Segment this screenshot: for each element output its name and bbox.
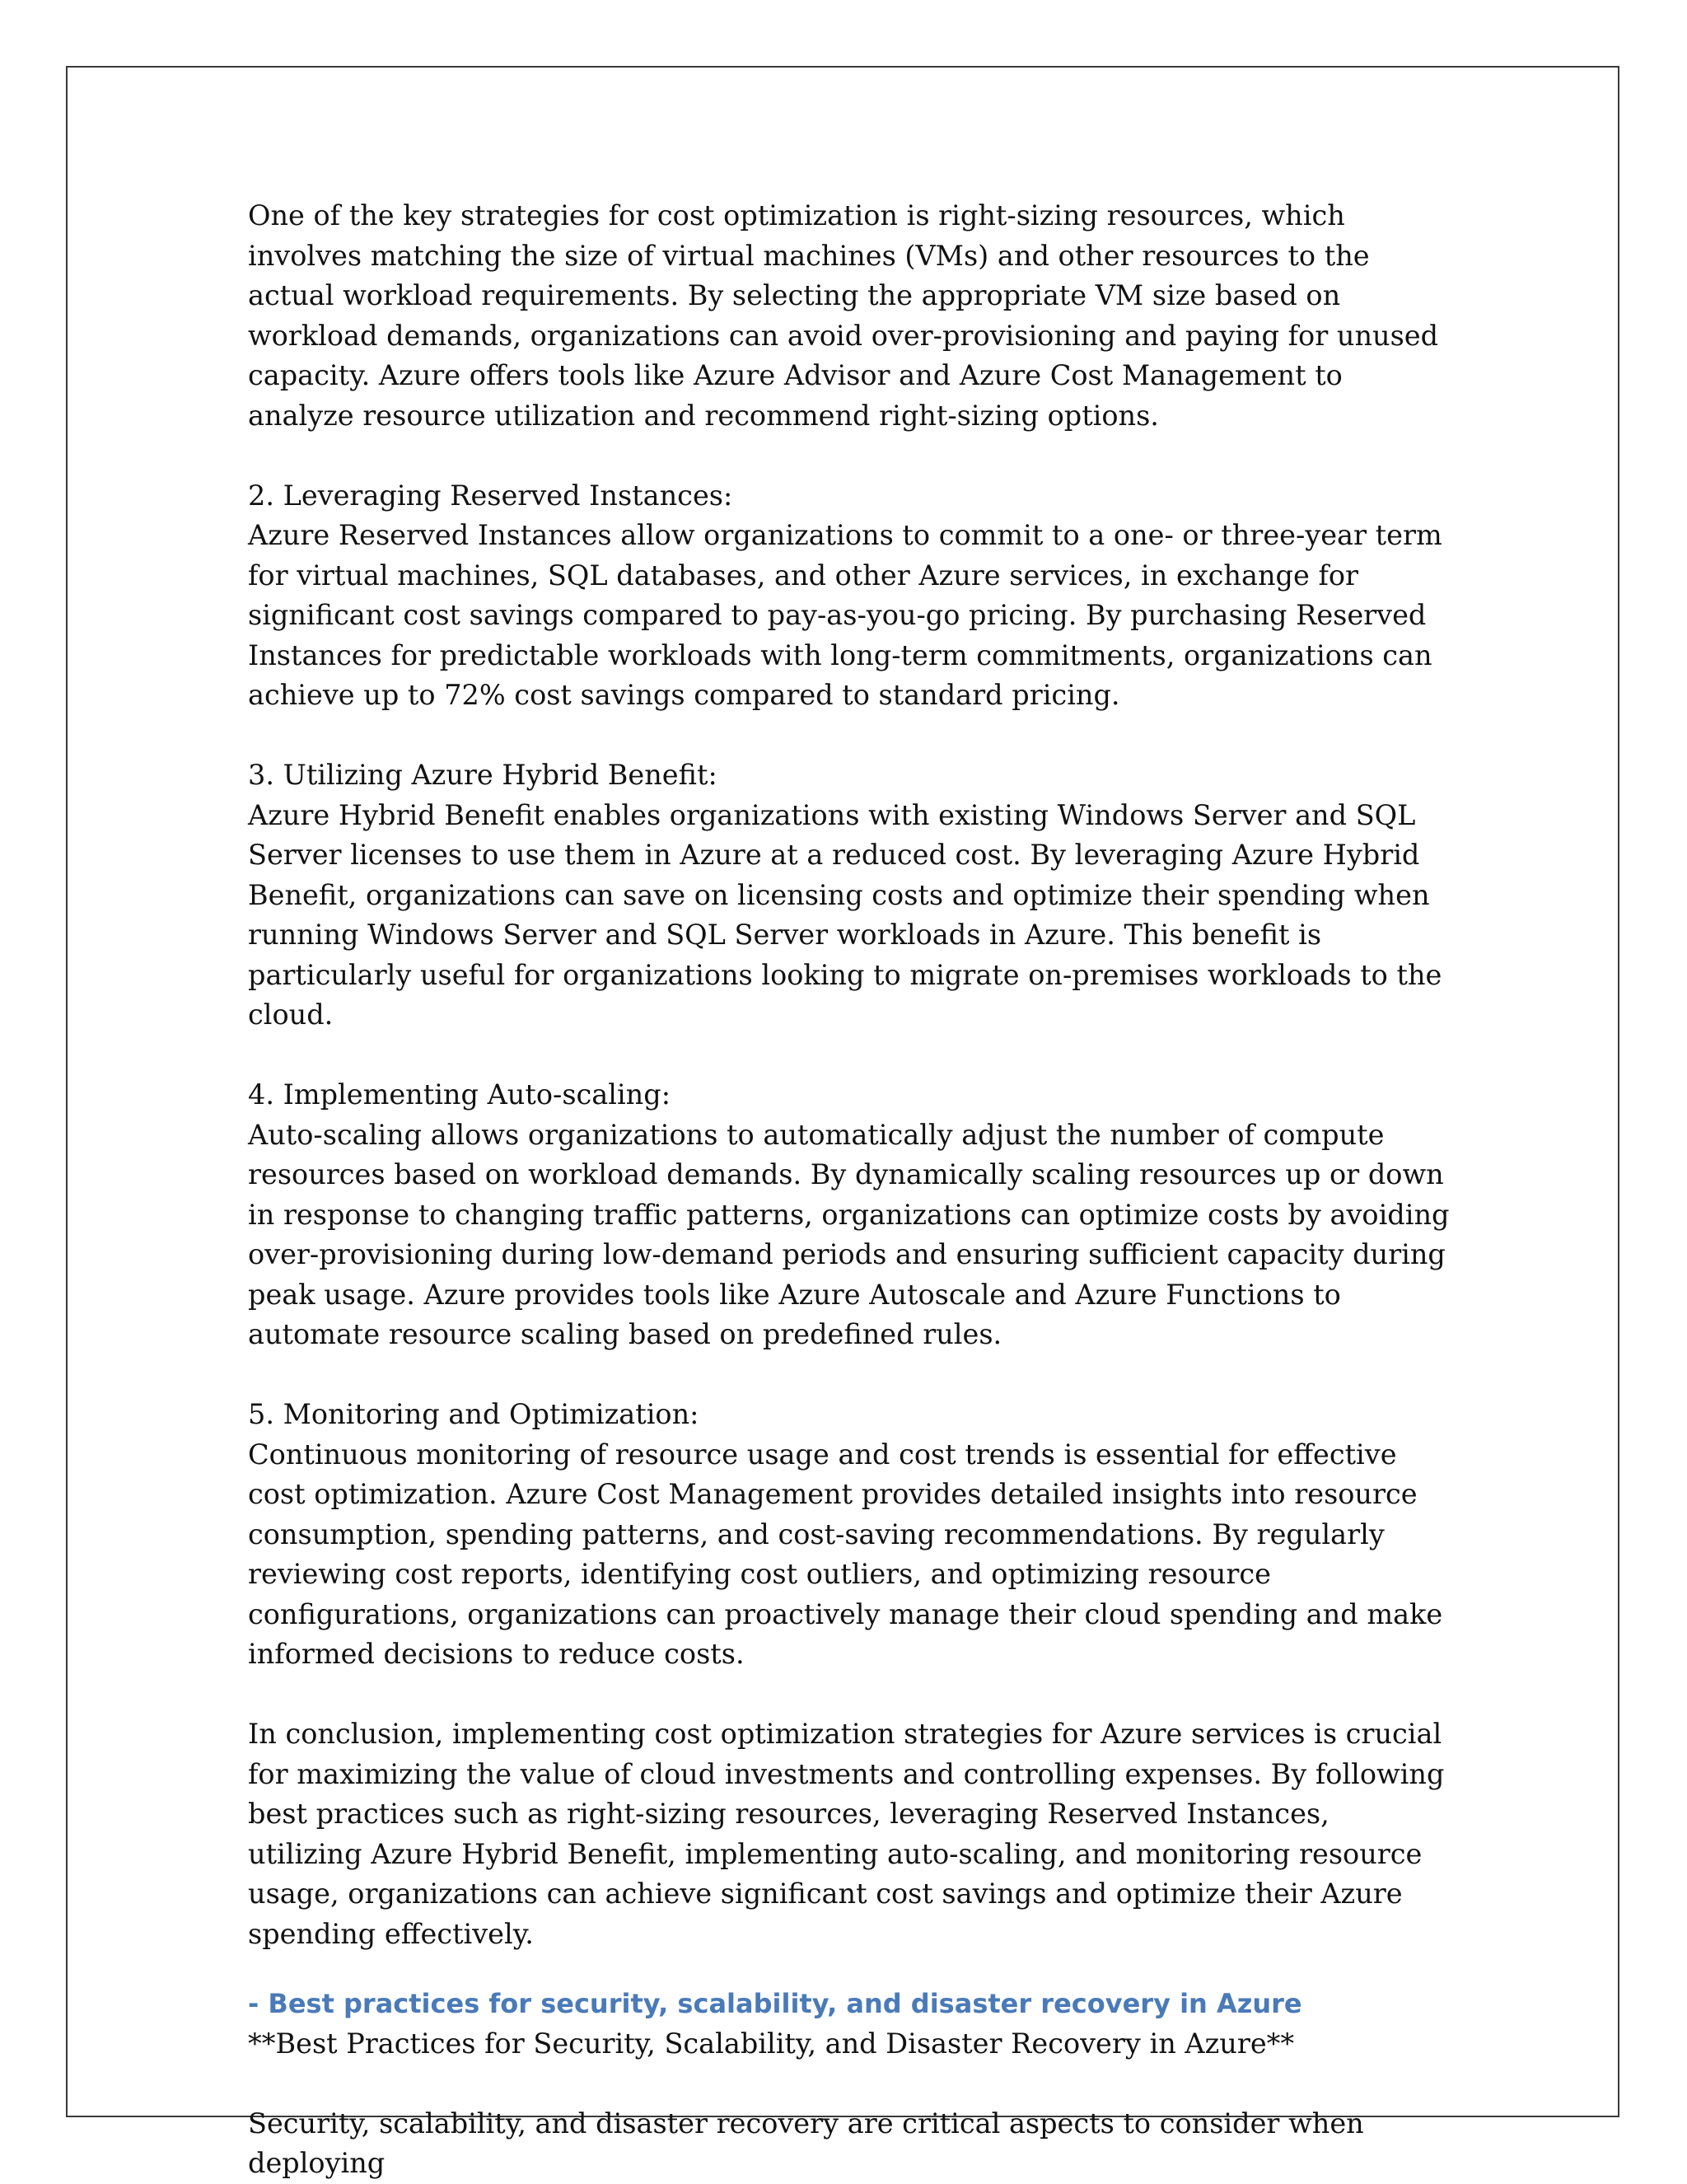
section-body-reserved-instances: Azure Reserved Instances allow organizations to commit to a one- or three-year term for virtual machines, SQL databases, and other Azure services, in exchange for significant cost savings compared to pay-as-you-go pricing. By purchasing Reserved Instances for predictable workloads with long-term commitments, organizations can achieve up to 72% cost savings compared to standard pricing. bbox=[248, 519, 1442, 711]
section-title-reserved-instances: 2. Leveraging Reserved Instances: bbox=[248, 479, 733, 512]
section-bold-title: **Best Practices for Security, Scalability, and Disaster Recovery in Azure** bbox=[248, 2027, 1295, 2060]
document-content bbox=[248, 196, 1451, 2184]
section-body-hybrid-benefit: Azure Hybrid Benefit enables organizations with existing Windows Server and SQL Server licenses to use them in Azure at a reduced cost. By leveraging Azure Hybrid Benefit, organizations can save on licensing costs and optimize their spending when running Windows Server and SQL Server workloads in Azure. This benefit is particularly useful for organizations looking to migrate on-premises workloads to the cloud. bbox=[248, 798, 1442, 1031]
section-title-monitoring: 5. Monitoring and Optimization: bbox=[248, 1398, 699, 1430]
section-title-auto-scaling: 4. Implementing Auto-scaling: bbox=[248, 1078, 671, 1111]
section-body-monitoring: Continuous monitoring of resource usage and cost trends is essential for effective cost optimization. Azure Cost Management provides detailed insights into resource consumption, spending patterns, and cost-saving recommendations. By regularly reviewing cost reports, identifying cost outliers, and optimizing resource configurations, organizations can proactively manage their cloud spending and make informed decisions to reduce costs. bbox=[248, 1438, 1443, 1670]
section-title-hybrid-benefit: 3. Utilizing Azure Hybrid Benefit: bbox=[248, 759, 717, 791]
section-body-auto-scaling: Auto-scaling allows organizations to automatically adjust the number of compute resources based on workload demands. By dynamically scaling resources up or down in response to changing traffic patterns, organizations can optimize costs by avoiding over-provisioning during low-demand periods and ensuring sufficient capacity during peak usage. Azure provides tools like Azure Autoscale and Azure Functions to automate resource scaling based on predefined rules. bbox=[248, 1118, 1450, 1350]
security-intro-paragraph: Security, scalability, and disaster recovery are critical aspects to consider when deploying bbox=[248, 2107, 1364, 2179]
intro-paragraph: One of the key strategies for cost optimization is right-sizing resources, which involves matching the size of virtual machines (VMs) and other resources to the actual workload requirements. By selecting the appropriate VM size based on workload demands, organizations can avoid over-provisioning and paying for unused capacity. Azure offers tools like Azure Advisor and Azure Cost Management to analyze resource utilization and recommend right-sizing options. bbox=[248, 199, 1439, 432]
section-heading-security: - Best practices for security, scalability, and disaster recovery in Azure bbox=[248, 1987, 1302, 2019]
conclusion-paragraph: In conclusion, implementing cost optimization strategies for Azure services is crucial for maximizing the value of cloud investments and controlling expenses. By following best practices such as right-sizing resources, leveraging Reserved Instances, utilizing Azure Hybrid Benefit, implementing auto-scaling, and monitoring resource usage, organizations can achieve significant cost savings and optimize their Azure spending effectively. bbox=[248, 1718, 1445, 1950]
